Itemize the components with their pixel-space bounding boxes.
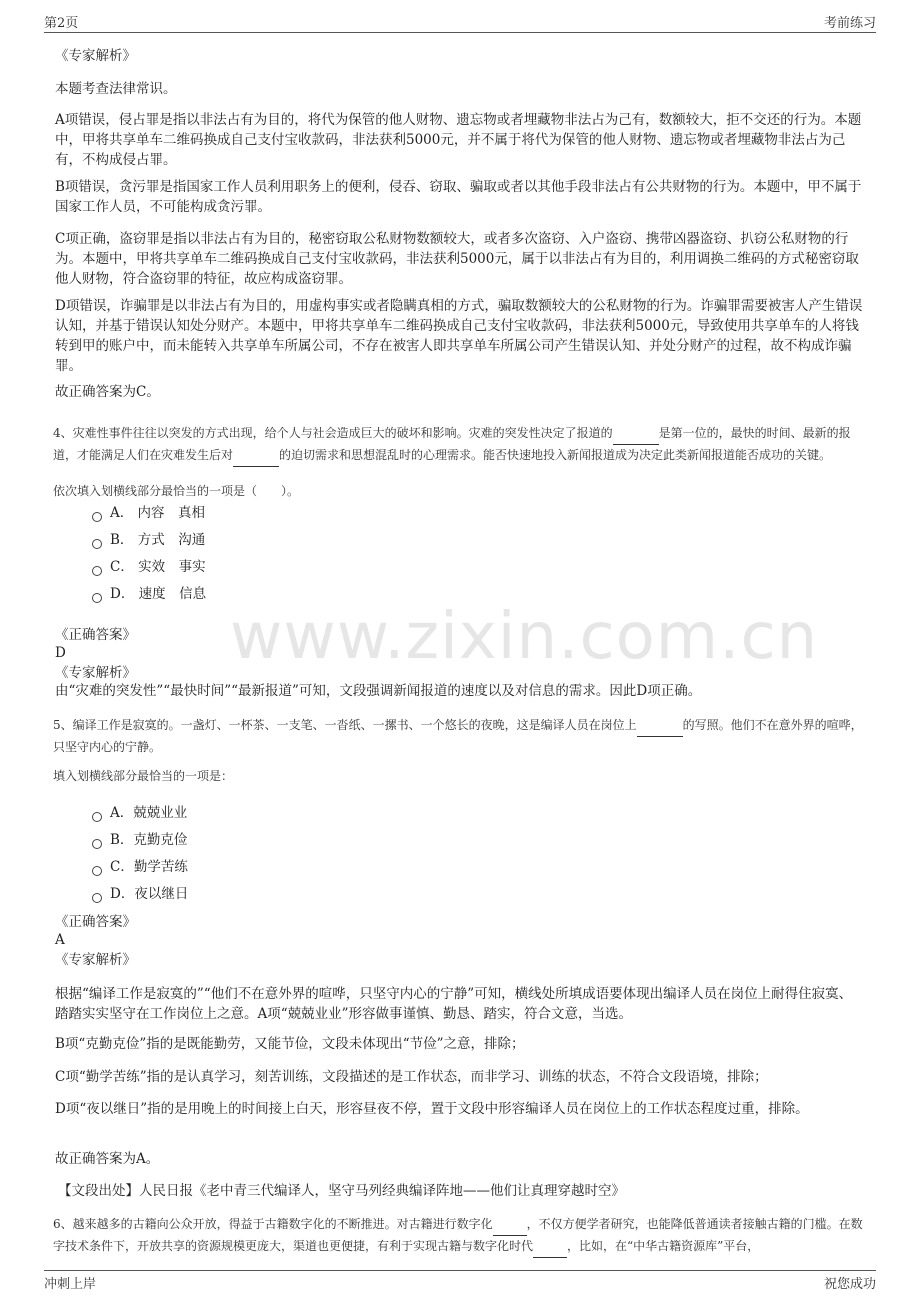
option-text: 内容 真相	[137, 505, 206, 521]
q5-conclusion: 故正确答案为A。	[55, 1151, 160, 1167]
q5-answer: A	[55, 932, 65, 948]
q4-stem-part-1: 4、灾难性事件往往以突发的方式出现，给个人与社会造成巨大的破坏和影响。灾难的突发性决定了报道的	[53, 426, 613, 440]
q5-prompt: 填入划横线部分最恰当的一项是：	[53, 769, 234, 783]
q4-answer: D	[55, 645, 66, 661]
q3-para-a: A项错误，侵占罪是指以非法占有为目的，将代为保管的他人财物、遗忘物或者埋藏物非法占为己有，数额较大，拒不交还的行为。本题中，甲将共享单车二维码换成自己支付宝收款码，非法获利5000元，并不属于将代为保管的他人财物、遗忘物或者埋藏物非法占为己有，不构成侵占罪。	[55, 112, 862, 168]
option-text: 方式 沟通	[137, 532, 206, 548]
q5-para-2: B项“克勤克俭”指的是既能勤劳，又能节俭，文段未体现出“节俭”之意，排除；	[55, 1036, 525, 1052]
page-number: 第2页	[44, 16, 79, 31]
footer-right: 祝您成功	[823, 1277, 876, 1292]
q6-stem-part-2: ，不仅方便学者研究，也能降低普通读者接触古籍的门槛。在数字技术条件下，开放共享的资源规模更庞大，渠道也更便捷，有利于实现古籍与数字化时代	[53, 1217, 863, 1253]
header-tag: 考前练习	[823, 16, 876, 31]
option-text: 实效 事实	[138, 559, 206, 575]
radio-icon[interactable]	[92, 539, 102, 549]
q4-option-a[interactable]	[92, 503, 205, 523]
q3-para-d: D项错误，诈骗罪是以非法占有为目的，用虚构事实或者隐瞒真相的方式，骗取数额较大的公私财物的行为。诈骗罪需要被害人产生错误认知，并基于错误认知处分财产。本题中，甲将共享单车二维码换成自己支付宝收款码，非法获利5000元，导致使用共享单车的人将钱转到甲的账户中，而未能转入共享单车所属公司，不存在被害人即共享单车所属公司产生错误认知、并处分财产的过程，故不构成诈骗罪。	[55, 298, 863, 374]
q5-option-c[interactable]	[92, 857, 188, 877]
option-letter: B．	[110, 532, 134, 548]
q5-para-1: 根据“编译工作是寂寞的”“他们不在意外界的喧哗，只坚守内心的宁静”可知，横线处所填成语要体现出编译人员在岗位上耐得住寂寞、踏踏实实坚守在工作岗位上之意。A项“兢兢业业”形容做事谨慎、勤恳、踏实，符合文意，当选。	[55, 986, 853, 1022]
watermark: www.zixin.com.cn	[230, 600, 819, 674]
q4-option-c[interactable]	[92, 557, 206, 577]
q3-intro: 本题考查法律常识。	[55, 81, 177, 97]
q5-para-3: C项“勤学苦练”指的是认真学习，刻苦训练，文段描述的是工作状态，而非学习、训练的状态，不符合文段语境，排除；	[55, 1069, 768, 1085]
q6-stem-part-1: 6、越来越多的古籍向公众开放，得益于古籍数字化的不断推进。对古籍进行数字化	[53, 1217, 493, 1231]
q5-analysis-label: 《专家解析》	[55, 952, 136, 968]
option-text: 勤学苦练	[133, 859, 188, 875]
page-footer	[44, 1270, 876, 1293]
q4-answer-label: 《正确答案》	[55, 627, 136, 643]
q4-blank-2	[233, 445, 279, 467]
q6-stem	[53, 1214, 868, 1258]
radio-icon[interactable]	[92, 512, 102, 522]
radio-icon[interactable]	[92, 866, 102, 876]
q5-para-4: D项“夜以继日”指的是用晚上的时间接上白天，形容昼夜不停，置于文段中形容编译人员在岗位上的工作状态程度过重，排除。	[55, 1101, 809, 1117]
q5-option-d[interactable]	[92, 884, 188, 904]
q5-stem	[53, 715, 868, 758]
radio-icon[interactable]	[92, 566, 102, 576]
radio-icon[interactable]	[92, 839, 102, 849]
q6-stem-part-3: ，比如，在“中华古籍资源库”平台，	[567, 1239, 760, 1253]
q4-analysis-label: 《专家解析》	[55, 665, 136, 681]
option-letter: D．	[110, 886, 135, 902]
option-letter: D．	[110, 586, 135, 602]
option-text: 夜以继日	[134, 886, 189, 902]
q5-stem-part-1: 5、编译工作是寂寞的。一盏灯、一杯茶、一支笔、一沓纸、一摞书、一个悠长的夜晚，这是编译人员在岗位上	[53, 718, 637, 732]
q4-option-b[interactable]	[92, 530, 205, 550]
q5-option-b[interactable]	[92, 830, 187, 850]
q6-blank-2	[533, 1236, 567, 1258]
option-text: 兢兢业业	[133, 805, 188, 821]
q5-stem-part-2: 的写照。他们不在意外界的喧哗，只坚守内心的宁静。	[53, 718, 863, 754]
q3-para-b: B项错误，贪污罪是指国家工作人员利用职务上的便利，侵吞、窃取、骗取或者以其他手段非法占有公共财物的行为。本题中，甲不属于国家工作人员，不可能构成贪污罪。	[55, 179, 862, 215]
option-letter: C．	[110, 859, 134, 875]
q4-option-d[interactable]	[92, 584, 206, 604]
option-letter: A．	[110, 505, 134, 521]
q3-analysis-label: 《专家解析》	[55, 48, 136, 64]
q5-answer-label: 《正确答案》	[55, 914, 136, 930]
option-letter: A．	[110, 805, 134, 821]
q3-conclusion: 故正确答案为C。	[55, 384, 160, 400]
option-letter: B．	[110, 832, 134, 848]
radio-icon[interactable]	[92, 812, 102, 822]
q5-source: 【文段出处】人民日报《老中青三代编译人，坚守马列经典编译阵地——他们让真理穿越时空》	[58, 1183, 625, 1199]
q4-blank-1	[613, 423, 659, 445]
q4-stem-part-3: 的迫切需求和思想混乱时的心理需求。能否快速地投入新闻报道成为决定此类新闻报道能否成功的关键。	[279, 448, 832, 462]
radio-icon[interactable]	[92, 593, 102, 603]
q4-stem-part-2: 是第一位的，最快的时间、最新的报道，才能满足人们在灾难发生后对	[53, 426, 851, 462]
footer-left: 冲刺上岸	[44, 1277, 97, 1292]
q4-prompt: 依次填入划横线部分最恰当的一项是（ ）。	[53, 484, 300, 498]
q4-stem	[53, 423, 868, 467]
q3-para-c: C项正确，盗窃罪是指以非法占有为目的，秘密窃取公私财物数额较大，或者多次盗窃、入户盗窃、携带凶器盗窃、扒窃公私财物的行为。本题中，甲将共享单车二维码换成自己支付宝收款码，非法获利5000元，属于以非法占有为目的，利用调换二维码的方式秘密窃取他人财物，符合盗窃罪的特征，故应构成盗窃罪。	[55, 231, 859, 287]
radio-icon[interactable]	[92, 893, 102, 903]
option-text: 克勤克俭	[133, 832, 188, 848]
q4-analysis: 由“灾难的突发性”“最快时间”“最新报道”可知，文段强调新闻报道的速度以及对信息的需求。因此D项正确。	[55, 683, 702, 699]
q6-blank-1	[493, 1214, 527, 1236]
q5-option-a[interactable]	[92, 803, 187, 823]
option-text: 速度 信息	[138, 586, 207, 602]
page-header	[44, 10, 876, 33]
q5-blank-1	[637, 715, 683, 737]
option-letter: C．	[110, 559, 134, 575]
